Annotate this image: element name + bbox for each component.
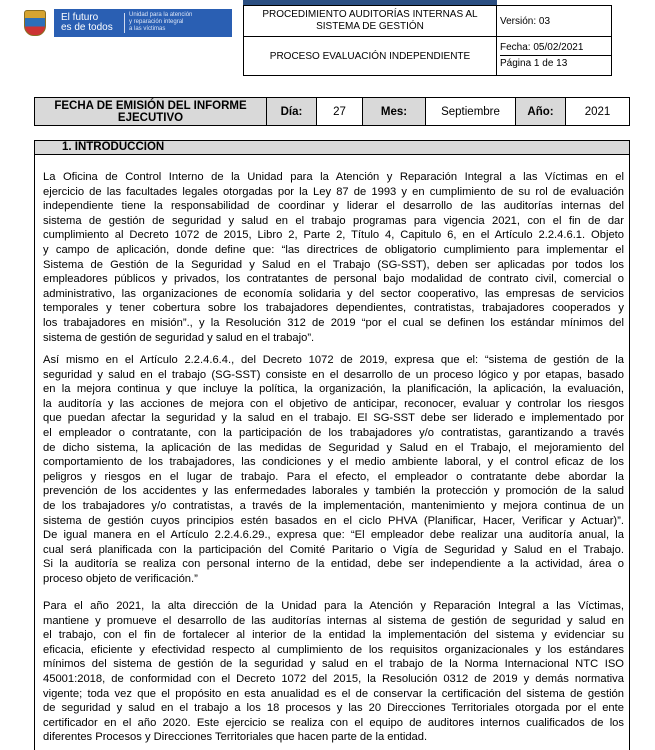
paragraph-1: La Oficina de Control Interno de la Unidad para la Atención y Reparación Integral a las Víctimas en el ejercicio de las facultades legales otorgadas por la Ley 87 de 1993 y en cumplimiento de su rol de evaluación independiente tiene la responsabilidad de coordinar y liderar el desarrollo de las auditorías internas del sistema de gestión de seguridad y salud en el trabajo programas para vigencia 2021, con el fin de dar cumplimiento al Decreto 1072 de 2015, Libro 2, Parte 2, Título 4, Capitulo 6, en el Artículo 2.2.4.6.1. Objeto y campo de aplicación, donde define que: “las directrices de obligatorio cumplimiento para implementar el Sistema de Gestión de la Seguridad y Salud en el Trabajo (SG-SST), deben ser aplicadas por todos los empleadores públicos y privados, los contratantes de personal bajo modalidad de contrato civil, comercial o administrativo, las organizaciones de economía solidaria y del sector cooperativo, las empresas de servicios temporales y tener cobertura sobre los trabajadores dependientes, contratistas, trabajadores cooperados y los trabajadores en misión”., y la Resolución 312 de 2019 “por el cual se definen los estándar mínimos del sistema de gestión de seguridad y salud en el trabajo”. — [43, 171, 624, 344]
logo-main-text: El futuro es de todos — [61, 11, 113, 33]
emission-date-table — [34, 97, 630, 126]
logo-banner — [54, 9, 232, 37]
entity-logo — [14, 0, 242, 45]
page-number: Página 1 de 13 — [500, 55, 611, 71]
colombia-coat-of-arms-icon — [24, 10, 46, 36]
paragraph-2: Así mismo en el Artículo 2.2.4.6.4., del Decreto 1072 de 2019, expresa que el: “sistema de gestión de la seguridad y salud en el trabajo (SG-SST) consiste en el desarrollo de un proceso lógico y por etapas, basado en la mejora continua y que incluye la política, la organización, la planificación, la aplicación, la evaluación, la auditoría y las acciones de mejora con el objetivo de anticipar, reconocer, evaluar y controlar los riesgos que puedan afectar la seguridad y la salud en el trabajo. El SG-SST debe ser liderado e implementado por el empleador o contratante, con la participación de los trabajadores y/o contratistas, garantizando a través de dicho sistema, la aplicación de las medidas de Seguridad y Salud en el Trabajo, el mejoramiento del comportamiento de los trabajadores, las condiciones y el medio ambiente laboral, y el control eficaz de los peligros y riesgos en el lugar de trabajo. Para el efecto, el empleador o contratante debe abordar la prevención de los accidentes y las enfermedades laborales y también la protección y promoción de la salud de los trabajadores y/o contratistas, a través de la implementación, mantenimiento y mejora continua de un sistema de gestión cuyos principios estén basados en el ciclo PHVA (Planificar, Hacer, Verificar y Actuar)”. De igual manera en el Artículo 2.2.4.6.29., expresa que: “El empleador debe realizar una auditoría anual, la cual será planificada con la participación del Comité Paritario o Vigía de Seguridad y Salud en el Trabajo. Si la auditoría se realiza con personal interno de la entidad, debe ser independiente a la actividad, área o proceso objeto de verificación.” — [43, 354, 624, 585]
emission-label: FECHA DE EMISIÓN DEL INFORME EJECUTIVO — [35, 98, 267, 126]
document-header — [14, 0, 642, 78]
paragraph-3: Para el año 2021, la alta dirección de la Unidad para la Atención y Reparación Integral a las Víctimas, mantiene y promueve el desarrollo de las auditorías internas al sistema de gestión de seguridad y salud en el trabajo, con el fin de fortalecer al interior de la entidad la implementación del sistema y evidenciar su eficacia, eficiente y efectividad respecto al cumplimiento de los requisitos organizacionales y los estándares mínimos del sistema de gestión de la seguridad y salud en el trabajo de la Norma Internacional NTC ISO 45001:2018, de conformidad con el Decreto 1072 del 2015, la Resolución 0312 de 2019 y demás normativa vigente; toda vez que el propósito en esta anualidad es el de conservar la certificación del sistema de gestión de seguridad y salud en el trabajo a los 18 procesos y las 20 Direcciones Territoriales otorgada por el ente certificador en el año 2020. Este ejercicio se realiza con el equipo de auditores internos cualificados de los diferentes Procesos y Direcciones Territoriales que hacen parte de la entidad. — [43, 600, 624, 744]
logo-divider — [124, 13, 125, 33]
year-value: 2021 — [566, 98, 630, 126]
process-name: PROCESO EVALUACIÓN INDEPENDIENTE — [244, 37, 497, 76]
date-page-cell — [497, 37, 612, 76]
day-label: Día: — [267, 98, 317, 126]
year-label: Año: — [516, 98, 566, 126]
logo-sub-text: Unidad para la atención y reparación integral a las víctimas — [129, 12, 193, 32]
month-label: Mes: — [363, 98, 426, 126]
month-value: Septiembre — [426, 98, 516, 126]
section-title: 1. INTRODUCCION — [34, 140, 630, 155]
document-date: Fecha: 05/02/2021 — [500, 42, 584, 53]
document-control-table — [243, 5, 612, 76]
version: Versión: 03 — [497, 6, 612, 37]
section-content — [34, 155, 630, 750]
day-value: 27 — [317, 98, 363, 126]
procedure-title: PROCEDIMIENTO AUDITORÍAS INTERNAS AL SISTEMA DE GESTIÓN — [244, 6, 497, 37]
